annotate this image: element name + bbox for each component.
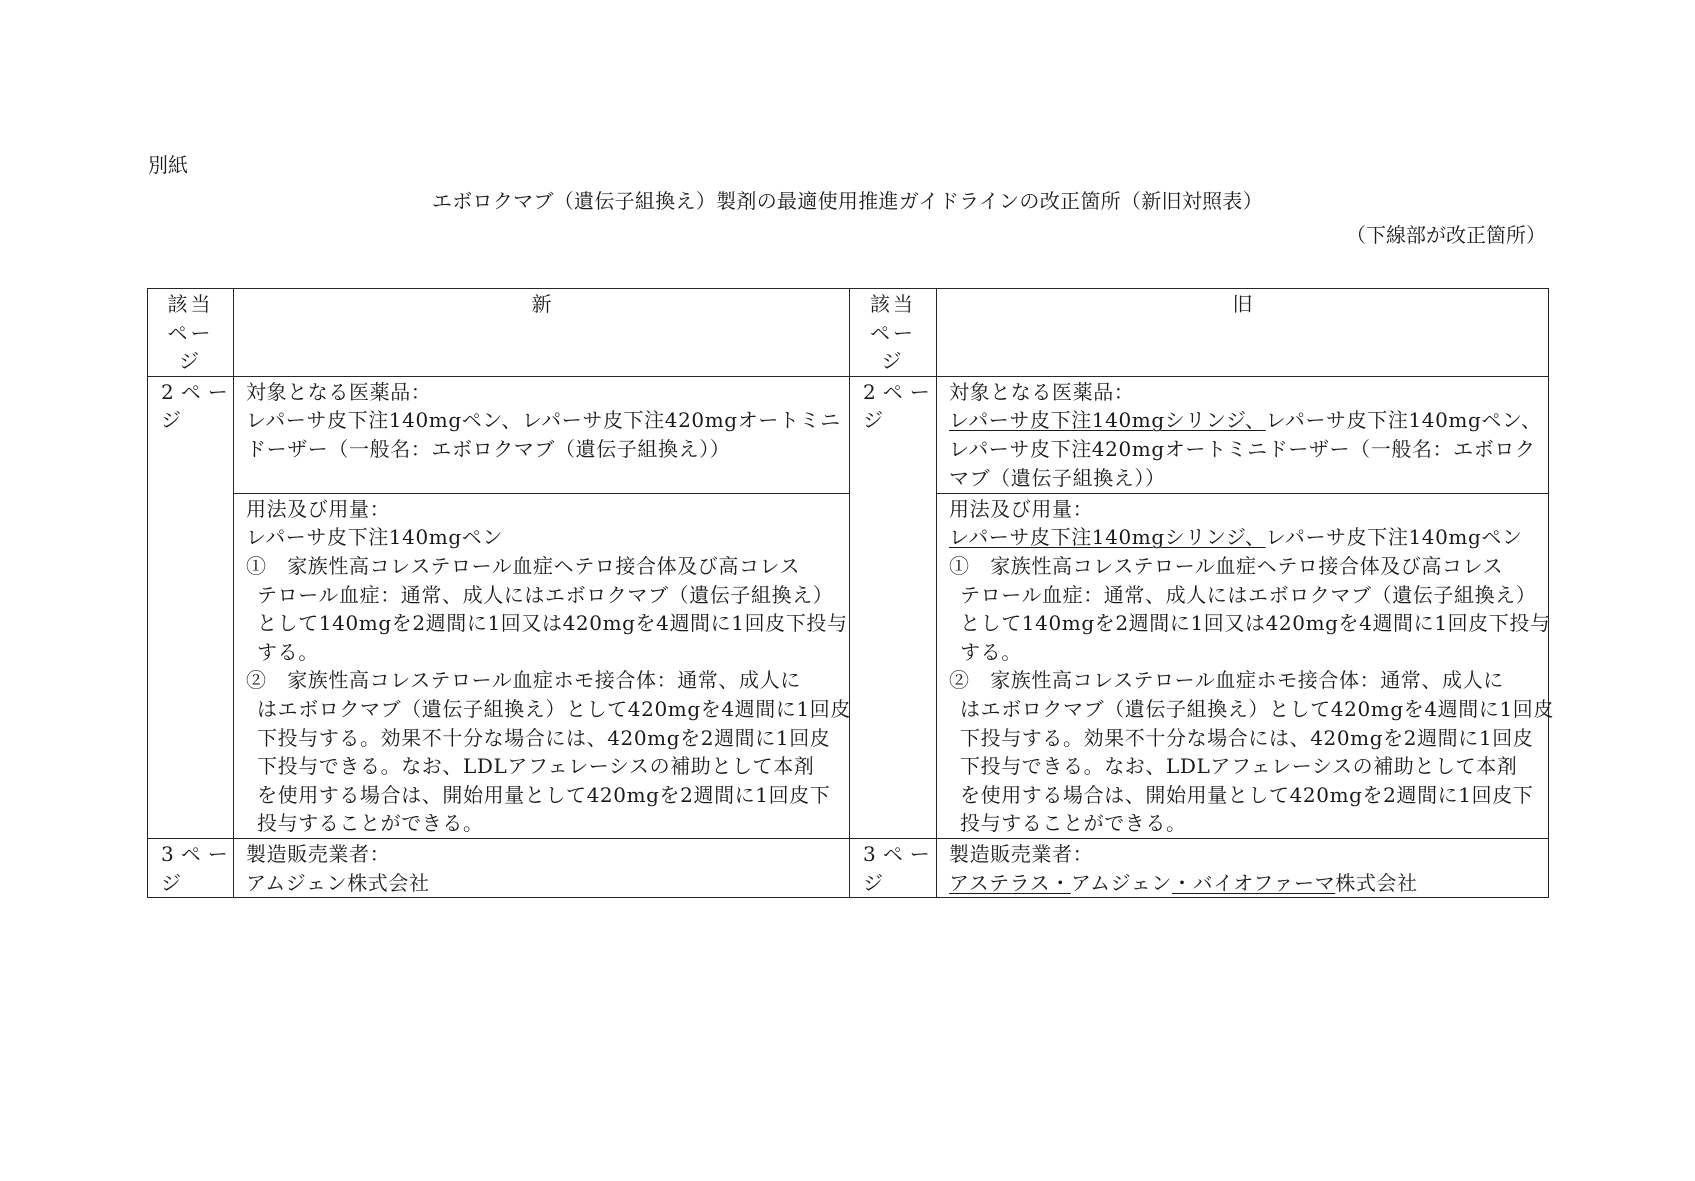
text-line bbox=[960, 638, 1540, 667]
text-segment: レパーサ皮下注140mgペン、 bbox=[1265, 408, 1542, 433]
comparison-table bbox=[147, 288, 1554, 898]
list-marker: ② bbox=[246, 668, 267, 693]
text-segment: テロール血症：通常、成人にはエボロクマブ（遺伝子組換え） bbox=[257, 582, 834, 607]
new-cell-manufacturer bbox=[234, 838, 850, 897]
header-page-line: ペー bbox=[870, 320, 916, 345]
page-line: ジ bbox=[161, 870, 188, 895]
header-page-old bbox=[850, 289, 937, 377]
text-segment: 家族性高コレステロール血症ヘテロ接合体及び高コレス bbox=[266, 553, 801, 578]
text-line bbox=[949, 495, 1540, 524]
old-cell-manufacturer bbox=[937, 838, 1549, 897]
new-cell-content bbox=[234, 378, 849, 464]
revised-text: レパーサ皮下注140mgシリンジ、 bbox=[949, 408, 1266, 433]
page-line: 3ペー bbox=[161, 841, 235, 866]
text-line bbox=[246, 435, 841, 464]
text-line bbox=[246, 406, 841, 435]
list-marker: ① bbox=[949, 553, 970, 578]
text-segment: 株式会社 bbox=[1335, 870, 1418, 895]
text-line bbox=[246, 666, 841, 695]
text-segment: テロール血症：通常、成人にはエボロクマブ（遺伝子組換え） bbox=[960, 582, 1537, 607]
text-segment: 製造販売業者： bbox=[949, 841, 1094, 866]
table-row bbox=[148, 376, 1549, 493]
old-cell-content bbox=[937, 840, 1548, 897]
header-new bbox=[234, 289, 850, 377]
text-segment: する。 bbox=[960, 639, 1022, 664]
page-cell-old bbox=[850, 376, 937, 838]
text-line bbox=[257, 724, 841, 753]
header-page-line: ジ bbox=[179, 349, 202, 374]
table-header-row bbox=[148, 289, 1549, 377]
new-cell-target-drugs bbox=[234, 376, 850, 493]
page-line: 2ペー bbox=[161, 379, 235, 404]
text-segment: を使用する場合は、開始用量として420mgを2週間に1回皮下 bbox=[257, 782, 831, 807]
text-segment: 家族性高コレステロール血症ホモ接合体：通常、成人に bbox=[969, 668, 1504, 693]
text-segment: 対象となる医薬品： bbox=[246, 379, 432, 404]
revised-text: レパーサ皮下注140mgシリンジ、 bbox=[949, 525, 1266, 550]
table-row bbox=[148, 493, 1549, 838]
text-segment: 下投与できる。なお、LDLアフェレーシスの補助として本剤 bbox=[257, 754, 815, 779]
text-line bbox=[960, 581, 1540, 610]
list-item bbox=[949, 552, 1551, 666]
text-line bbox=[949, 435, 1540, 464]
attachment-label: 別紙 bbox=[148, 153, 188, 177]
old-cell-content bbox=[937, 495, 1554, 838]
header-old-label: 旧 bbox=[1232, 292, 1253, 316]
text-segment: アムジェン株式会社 bbox=[246, 870, 430, 895]
text-line bbox=[246, 552, 841, 581]
text-segment: レパーサ皮下注140mgペン、レパーサ皮下注420mgオートミニ bbox=[246, 408, 841, 433]
new-cell-content bbox=[234, 495, 849, 838]
text-segment: 用法及び用量： bbox=[949, 496, 1094, 521]
text-line bbox=[960, 724, 1540, 753]
text-line bbox=[960, 609, 1551, 638]
text-segment: 投与することができる。 bbox=[960, 811, 1187, 836]
page-line: ジ bbox=[863, 408, 890, 433]
revision-note: （下線部が改正箇所） bbox=[1346, 223, 1546, 247]
text-segment: 製造販売業者： bbox=[246, 841, 391, 866]
page-cell-old bbox=[850, 838, 937, 897]
text-line bbox=[257, 581, 841, 610]
text-segment: 下投与する。効果不十分な場合には、420mgを2週間に1回皮 bbox=[257, 725, 831, 750]
text-line bbox=[949, 552, 1540, 581]
old-cell-content bbox=[937, 378, 1548, 492]
header-page-line: 該当 bbox=[870, 292, 916, 316]
text-segment: ドーザー（一般名：エボロクマブ（遺伝子組換え）） bbox=[246, 436, 731, 461]
text-line bbox=[246, 840, 841, 869]
revised-text: アステラス・ bbox=[949, 870, 1071, 895]
page-line: ジ bbox=[863, 870, 890, 895]
page-cell-new bbox=[148, 838, 234, 897]
page-line: 2ペー bbox=[863, 379, 937, 404]
list-item bbox=[949, 666, 1554, 838]
new-cell-content bbox=[234, 840, 849, 897]
list-item bbox=[246, 552, 848, 666]
text-line bbox=[257, 609, 848, 638]
text-line bbox=[246, 869, 841, 898]
text-segment: 下投与する。効果不十分な場合には、420mgを2週間に1回皮 bbox=[960, 725, 1534, 750]
text-line bbox=[960, 809, 1540, 838]
text-segment: として140mgを2週間に1回又は420mgを4週間に1回皮下投与 bbox=[257, 611, 848, 636]
text-line bbox=[960, 752, 1540, 781]
list-marker: ① bbox=[246, 553, 267, 578]
list-item bbox=[246, 666, 851, 838]
text-segment: レパーサ皮下注140mgペン bbox=[1265, 525, 1523, 550]
text-line bbox=[949, 523, 1540, 552]
text-segment: を使用する場合は、開始用量として420mgを2週間に1回皮下 bbox=[960, 782, 1534, 807]
text-segment: 対象となる医薬品： bbox=[949, 379, 1135, 404]
header-page-new bbox=[148, 289, 234, 377]
text-segment: レパーサ皮下注420mgオートミニドーザー（一般名：エボロク bbox=[949, 436, 1536, 461]
header-page-line: ジ bbox=[881, 349, 905, 374]
text-line bbox=[257, 809, 841, 838]
text-line bbox=[949, 666, 1540, 695]
text-line bbox=[246, 523, 841, 552]
text-segment: 家族性高コレステロール血症ホモ接合体：通常、成人に bbox=[266, 668, 801, 693]
text-line bbox=[257, 695, 851, 724]
text-line bbox=[949, 406, 1540, 435]
text-line bbox=[246, 495, 841, 524]
text-line bbox=[257, 638, 841, 667]
list-marker: ② bbox=[949, 668, 970, 693]
text-line bbox=[949, 869, 1540, 898]
text-segment: する。 bbox=[257, 639, 319, 664]
new-cell-dosage bbox=[234, 493, 850, 838]
page-cell-new bbox=[148, 376, 234, 838]
text-line bbox=[960, 695, 1554, 724]
text-line bbox=[949, 840, 1540, 869]
text-segment: として140mgを2週間に1回又は420mgを4週間に1回皮下投与 bbox=[960, 611, 1551, 636]
text-segment: 投与することができる。 bbox=[257, 811, 484, 836]
text-segment: マブ（遺伝子組換え）） bbox=[949, 465, 1166, 490]
revised-text: ・バイオファーマ bbox=[1172, 870, 1336, 895]
header-page-line: 該当 bbox=[167, 292, 214, 316]
old-cell-target-drugs bbox=[937, 376, 1549, 493]
text-line bbox=[257, 781, 841, 810]
text-line bbox=[257, 752, 841, 781]
page-line: ジ bbox=[161, 408, 188, 433]
text-line bbox=[949, 378, 1540, 407]
header-old bbox=[937, 289, 1549, 377]
text-segment: はエボロクマブ（遺伝子組換え）として420mgを4週間に1回皮 bbox=[960, 696, 1554, 721]
text-segment: レパーサ皮下注140mgペン bbox=[246, 525, 503, 550]
page-line: 3ペー bbox=[863, 841, 937, 866]
text-segment: 家族性高コレステロール血症ヘテロ接合体及び高コレス bbox=[969, 553, 1504, 578]
text-segment: 下投与できる。なお、LDLアフェレーシスの補助として本剤 bbox=[960, 754, 1518, 779]
text-segment: 用法及び用量： bbox=[246, 496, 391, 521]
text-line bbox=[960, 781, 1540, 810]
old-cell-dosage bbox=[937, 493, 1554, 838]
table-row bbox=[148, 838, 1549, 897]
text-line bbox=[949, 464, 1540, 493]
text-line bbox=[246, 378, 841, 407]
document-title: エボロクマブ（遺伝子組換え）製剤の最適使用推進ガイドラインの改正箇所（新旧対照表） bbox=[431, 189, 1264, 213]
header-page-line: ペー bbox=[167, 320, 214, 345]
text-segment: アムジェン bbox=[1070, 870, 1173, 895]
text-segment: はエボロクマブ（遺伝子組換え）として420mgを4週間に1回皮 bbox=[257, 696, 851, 721]
header-new-label: 新 bbox=[531, 292, 552, 316]
